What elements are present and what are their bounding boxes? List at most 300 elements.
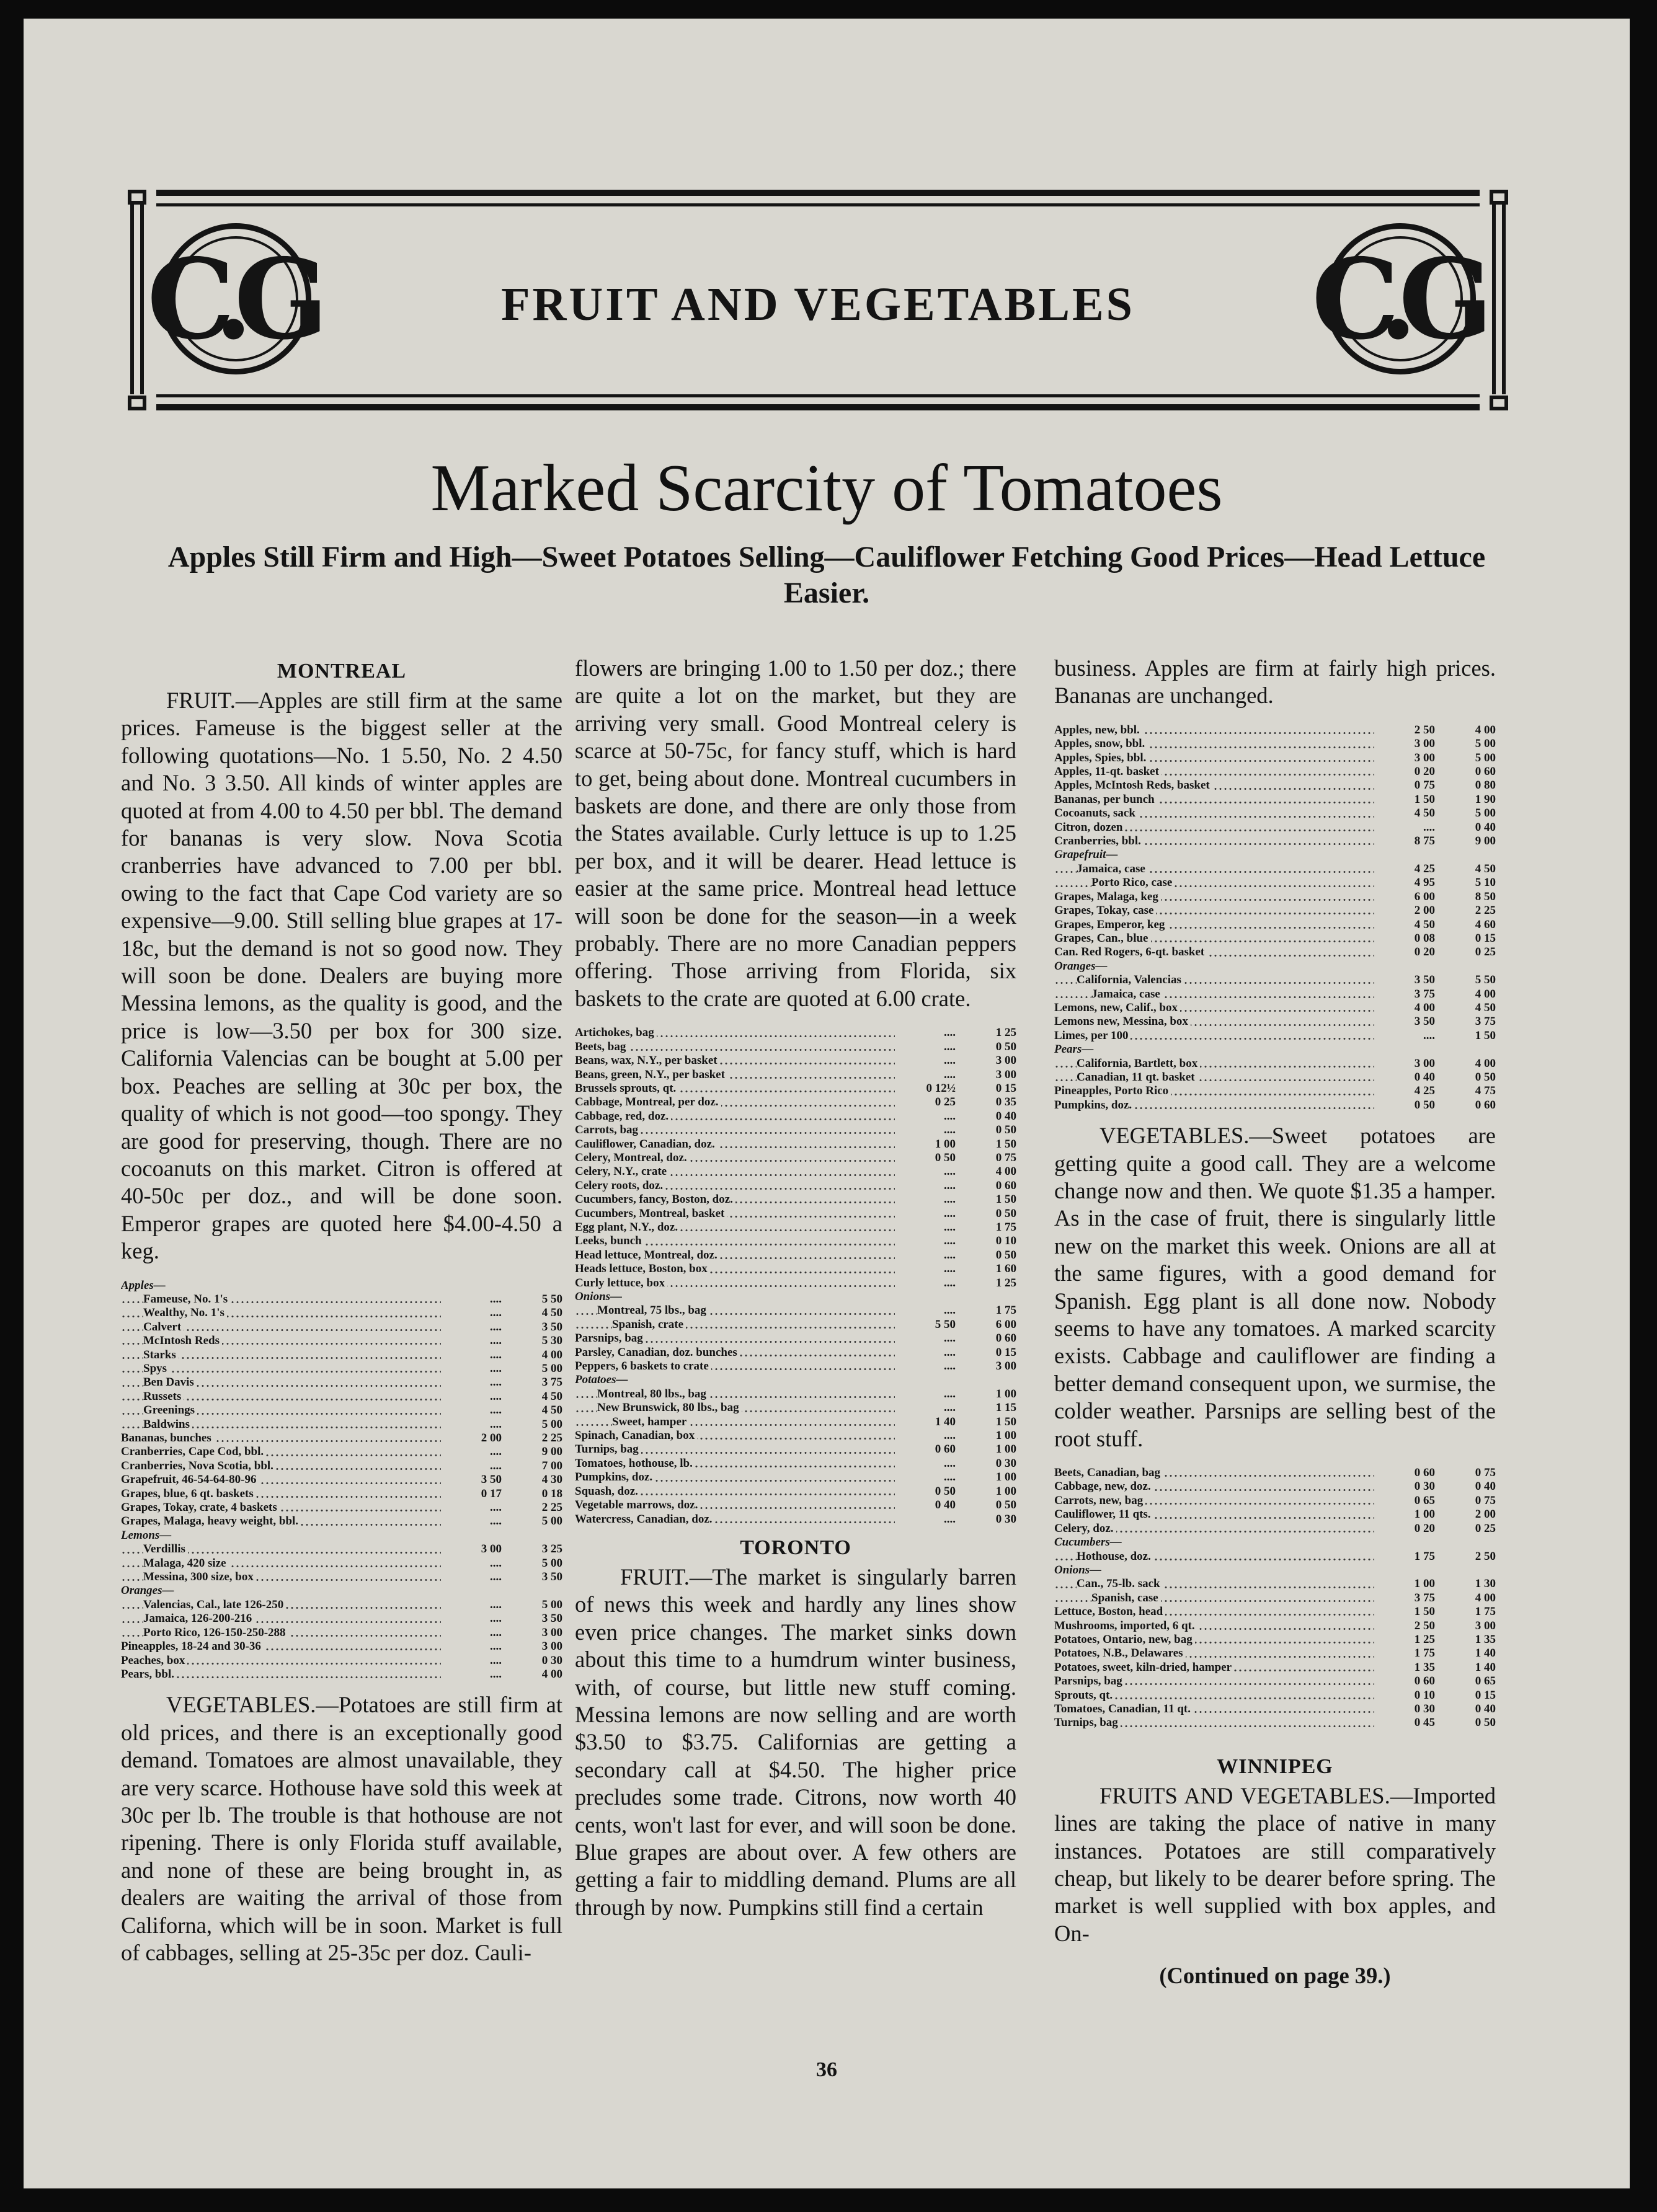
price-high: 1 30 [1475,1577,1496,1591]
price-low: 0 10 [1414,1688,1435,1702]
price-low: 0 60 [1414,1466,1435,1480]
price-item-name: Carrots, new, bag [1054,1494,1374,1508]
price-item-name: Ben Davis [121,1376,441,1389]
price-high: 4 50 [1475,862,1496,875]
price-row [121,1321,562,1334]
price-high: 5 00 [541,1361,562,1375]
price-high: 5 00 [541,1556,562,1570]
price-high: 4 00 [1475,1591,1496,1604]
price-row [1054,821,1496,834]
price-low: 6 00 [1414,890,1435,903]
price-item-name: Pineapples, 18-24 and 30-36 [121,1640,441,1653]
price-high: 3 00 [995,1360,1016,1373]
price-high: 3 00 [1475,1619,1496,1632]
price-high: 1 50 [995,1415,1016,1428]
price-item-name: Cabbage, red, doz. [575,1110,895,1123]
price-row [121,1362,562,1376]
price-low: .... [490,1320,502,1334]
price-row [1054,1647,1496,1660]
price-high: 5 30 [541,1334,562,1348]
price-item-name: Lemons new, Messina, box [1054,1015,1374,1029]
price-low: .... [944,1456,956,1470]
price-row [575,1110,1016,1123]
price-high: 0 18 [541,1487,562,1500]
price-low: 1 50 [1414,1605,1435,1619]
price-low: 8 75 [1414,834,1435,848]
price-row [575,1054,1016,1068]
price-high: 4 00 [541,1667,562,1681]
price-row [575,1332,1016,1345]
price-row [121,1431,562,1445]
price-low: 1 00 [1414,1577,1435,1591]
price-high: 0 30 [541,1653,562,1667]
price-high: 1 00 [995,1471,1016,1484]
price-item-name: Onions— [575,1290,623,1303]
price-high: 1 25 [995,1276,1016,1290]
price-low: 3 50 [1414,973,1435,987]
price-item-name: Watercress, Canadian, doz. [575,1513,895,1526]
price-low: 1 75 [1414,1549,1435,1563]
price-high: 0 60 [995,1179,1016,1192]
price-low [895,1373,956,1387]
price-group-header [1054,1043,1496,1056]
price-row [1054,932,1496,945]
price-high: 1 75 [995,1220,1016,1234]
price-high [502,1584,562,1598]
price-item-name: Calvert [121,1321,441,1334]
price-low: 4 50 [1414,918,1435,931]
price-low: 4 95 [1414,876,1435,890]
price-item-name: Celery, doz. [1054,1522,1374,1536]
price-item-name: Turnips, bag [575,1443,895,1456]
toronto-vegetables-text: VEGETABLES.—Sweet potatoes are getting quite a good call. They are a welcome change now and then. We quote $1.35 a hamper. As in the case of fruit, there is singularly little new on the market this week. Onions are all at the same figures, with a good demand for Spanish. Egg plant is all done now. Nobody seems to have any tomatoes. A marked scarcity exists. Cabbage and cauliflower are finding a better demand consequent upon, we surmise, the colder weather. Parsnips are selling best of the root stuff. [1054,1123,1496,1451]
column-1 [121,655,562,1966]
price-low: 0 30 [1414,1702,1435,1715]
price-row [1054,1071,1496,1084]
price-low: 1 35 [1414,1660,1435,1674]
price-item-name: Cauliflower, 11 qts. [1054,1508,1374,1521]
montreal-vegetables-text: VEGETABLES.—Potatoes are still firm at old prices, and there is an exceptionally good demand. Tomatoes are almost unavailable, they are very scarce. Hothouse have sold this week at 30c per lb. The trouble is that hothouse are not ripening. There is only Florida stuff available, and none of these are being brought in, as dealers are waiting the arrival of those from Californa, which will be in soon. Market is full of cabbages, selling at 25-35c per doz. Cauli- [121,1692,562,1965]
price-low: .... [490,1348,502,1361]
price-row [575,1387,1016,1401]
price-low: .... [490,1361,502,1375]
price-row [575,1485,1016,1498]
price-low: 2 50 [1414,723,1435,737]
price-low: .... [944,1179,956,1192]
price-row [121,1557,562,1570]
price-item-name: Citron, dozen [1054,821,1374,834]
price-item-name: Potatoes— [575,1373,628,1387]
price-row [575,1138,1016,1151]
price-low [1374,848,1435,862]
price-low: 0 12½ [926,1081,956,1095]
price-row [575,1249,1016,1262]
price-group-header [1054,848,1496,862]
banner-corner-bottom-left [128,396,146,410]
price-item-name: Grapes, blue, 6 qt. baskets [121,1487,441,1501]
price-item-name: Grapes, Tokay, crate, 4 baskets [121,1501,441,1515]
price-item-name: Apples, Spies, bbl. [1054,751,1374,765]
price-low [441,1279,502,1293]
price-low [1374,1043,1435,1056]
price-group-header [1054,1564,1496,1577]
price-item-name: Parsnips, bag [575,1332,895,1345]
price-item-name: Oranges— [121,1584,174,1598]
toronto-fruit-text-continued: business. Apples are firm at fairly high prices. Bananas are unchanged. [1054,655,1496,709]
price-item-name: Apples, McIntosh Reds, basket [1054,779,1374,792]
price-low: 2 50 [1414,1619,1435,1632]
price-row [121,1390,562,1404]
price-low: 5 50 [935,1317,956,1331]
price-row [121,1459,562,1473]
price-low [895,1290,956,1304]
price-high: 0 50 [995,1248,1016,1262]
price-row [575,1262,1016,1276]
price-row [575,1165,1016,1179]
price-low: 0 60 [1414,1674,1435,1688]
price-item-name: Head lettuce, Montreal, doz. [575,1249,895,1262]
price-item-name: Sweet, hamper [575,1415,895,1429]
price-row [1054,765,1496,779]
price-low: 0 30 [1414,1480,1435,1493]
price-item-name: Potatoes, sweet, kiln-dried, hamper [1054,1661,1374,1674]
price-row [121,1376,562,1389]
price-row [121,1445,562,1459]
price-row [1054,723,1496,737]
price-high: 1 00 [995,1443,1016,1456]
price-row [1054,1605,1496,1619]
price-high: 1 60 [995,1262,1016,1276]
price-low: 3 00 [481,1542,502,1556]
price-high: 5 00 [1475,737,1496,751]
price-item-name: Bananas, per bunch [1054,793,1374,807]
price-item-name: Lettuce, Boston, head [1054,1605,1374,1619]
price-row [1054,973,1496,987]
price-high: 2 25 [541,1431,562,1444]
price-low: 3 50 [481,1473,502,1487]
price-low: 4 00 [1414,1001,1435,1014]
price-high: 1 35 [1475,1632,1496,1646]
price-high: 5 50 [541,1292,562,1306]
price-item-name: Onions— [1054,1563,1102,1577]
price-low: .... [944,1262,956,1276]
price-low: .... [944,1206,956,1220]
price-high: 4 75 [1475,1084,1496,1098]
price-low: 4 50 [1414,807,1435,820]
montreal-heading: MONTREAL [277,660,407,683]
price-item-name: Lemons— [121,1528,172,1542]
price-item-name: Porto Rico, 126-150-250-288 [121,1626,441,1640]
montreal-vegetable-price-table [575,1026,1016,1526]
price-high: 0 15 [1475,931,1496,945]
price-row [121,1612,562,1626]
price-low: 0 50 [935,1484,956,1498]
price-row [575,1513,1016,1526]
price-item-name: Russets [121,1390,441,1404]
price-low: .... [490,1667,502,1681]
price-item-name: Pumpkins, doz. [1054,1099,1374,1112]
price-row [575,1221,1016,1234]
price-low: .... [944,1109,956,1123]
price-item-name: Valencias, Cal., late 126-250 [121,1598,441,1612]
price-item-name: Beans, green, N.Y., per basket [575,1068,895,1082]
price-low: .... [944,1429,956,1443]
price-low: .... [490,1404,502,1417]
price-low: 0 75 [1414,779,1435,792]
winnipeg-text: FRUITS AND VEGETABLES.—Imported lines are taking the place of native in many instances. Potatoes are still comparatively cheap, but likely to be dearer before spring. The market is well supplied with box apples, and On- [1054,1782,1496,1946]
price-low: .... [490,1653,502,1667]
price-row [575,1276,1016,1290]
price-row [1054,1674,1496,1688]
price-high: 3 50 [541,1612,562,1626]
price-high: 4 50 [541,1389,562,1403]
price-group-header [575,1290,1016,1304]
price-high: 1 00 [995,1484,1016,1498]
price-high: 2 00 [1475,1508,1496,1521]
price-high: 5 00 [1475,807,1496,820]
price-high: 0 80 [1475,779,1496,792]
banner-corner-top-right [1490,190,1508,205]
price-high: 4 00 [1475,1056,1496,1070]
toronto-fruit-price-table [1054,723,1496,1112]
price-item-name: Celery, N.Y., crate [575,1165,895,1179]
price-high: 2 25 [541,1501,562,1515]
continued-note: (Continued on page 39.) [1159,1963,1391,1989]
price-row [575,1401,1016,1415]
price-low: 1 50 [1414,792,1435,806]
price-item-name: Squash, doz. [575,1485,895,1498]
price-high: 5 50 [1475,973,1496,987]
price-low: 1 75 [1414,1647,1435,1660]
price-row [1054,1466,1496,1480]
price-row [575,1443,1016,1456]
price-low: .... [944,1248,956,1262]
price-item-name: California, Valencias [1054,973,1374,987]
price-item-name: Tomatoes, Canadian, 11 qt. [1054,1702,1374,1716]
price-low: 0 50 [935,1151,956,1164]
price-row [1054,1480,1496,1493]
price-item-name: Can. Red Rogers, 6-qt. basket [1054,945,1374,959]
price-item-name: Apples— [121,1278,166,1292]
banner-right-post [1492,205,1506,394]
price-low: 0 40 [935,1498,956,1512]
price-item-name: Cabbage, new, doz. [1054,1480,1374,1493]
price-row [575,1026,1016,1040]
banner-bottom-rule-thin [156,394,1480,397]
toronto-heading: TORONTO [740,1536,851,1559]
price-low: 2 00 [481,1431,502,1444]
price-high: 0 50 [995,1206,1016,1220]
price-row [575,1234,1016,1248]
magazine-page [24,19,1630,2188]
price-low: .... [1423,1029,1435,1042]
price-low: .... [490,1417,502,1431]
price-low: 3 50 [1414,1015,1435,1029]
banner-top-rule [156,190,1480,196]
price-low [1374,1536,1435,1549]
price-low: .... [490,1640,502,1653]
price-row [1054,1702,1496,1716]
price-row [121,1293,562,1306]
price-row [575,1123,1016,1137]
price-high: 0 15 [1475,1688,1496,1702]
price-row [575,1318,1016,1332]
price-low: .... [944,1345,956,1359]
price-high [1435,848,1496,862]
price-low: .... [490,1515,502,1528]
price-high: 1 75 [1475,1605,1496,1619]
price-high: 9 00 [1475,834,1496,848]
price-high: 9 00 [541,1445,562,1459]
price-row [1054,1001,1496,1015]
price-row [575,1207,1016,1221]
price-low: 3 75 [1414,987,1435,1001]
price-high: 5 00 [541,1417,562,1431]
price-high: 4 50 [1475,1001,1496,1014]
price-item-name: Spinach, Canadian, box [575,1429,895,1443]
price-high: 3 75 [541,1376,562,1389]
banner-top-rule-thin [156,203,1480,206]
price-row [575,1068,1016,1082]
price-item-name: Verdillis [121,1542,441,1556]
banner-corner-top-left [128,190,146,205]
price-item-name: Sprouts, qt. [1054,1689,1374,1702]
price-high: 0 50 [1475,1716,1496,1730]
price-item-name: Parsnips, bag [1054,1674,1374,1688]
price-row [121,1334,562,1348]
price-low [1374,1564,1435,1577]
price-row [575,1471,1016,1484]
price-item-name: Cranberries, Nova Scotia, bbl. [121,1459,441,1473]
price-row [1054,1015,1496,1029]
price-high: 4 30 [541,1473,562,1487]
price-high: 1 25 [995,1026,1016,1040]
price-row [1054,1550,1496,1564]
price-item-name: Peppers, 6 baskets to crate [575,1360,895,1373]
price-row [1054,807,1496,820]
price-row [1054,1716,1496,1730]
price-row [1054,1508,1496,1521]
price-item-name: Egg plant, N.Y., doz. [575,1221,895,1234]
price-item-name: Cranberries, bbl. [1054,834,1374,848]
page-number: 36 [816,2058,837,2081]
price-row [121,1487,562,1501]
price-row [121,1570,562,1584]
price-high: 4 50 [541,1306,562,1320]
price-row [575,1151,1016,1165]
price-high: 5 00 [541,1515,562,1528]
price-row [575,1193,1016,1206]
price-low: 3 00 [1414,1056,1435,1070]
price-row [575,1040,1016,1054]
price-item-name: Apples, snow, bbl. [1054,737,1374,751]
price-item-name: Beets, bag [575,1040,895,1054]
price-low [441,1584,502,1598]
price-row [575,1415,1016,1429]
price-high: 4 60 [1475,918,1496,931]
price-low: .... [944,1054,956,1068]
price-low: .... [944,1387,956,1400]
price-low: 3 75 [1414,1591,1435,1604]
price-item-name: Spanish, case [1054,1591,1374,1605]
price-row [1054,1099,1496,1112]
price-item-name: Grapes, Tokay, case [1054,904,1374,918]
price-item-name: Peaches, box [121,1654,441,1668]
price-group-header [121,1279,562,1293]
price-row [121,1640,562,1653]
price-row [1054,1522,1496,1536]
price-item-name: Grapefruit— [1054,848,1118,862]
price-high: 0 40 [1475,820,1496,834]
price-row [1054,1084,1496,1098]
price-item-name: Messina, 300 size, box [121,1570,441,1584]
price-item-name: Pears— [1054,1043,1094,1056]
price-high: 3 75 [1475,1015,1496,1029]
price-item-name: Montreal, 80 lbs., bag [575,1387,895,1401]
price-item-name: Malaga, 420 size [121,1557,441,1570]
price-item-name: McIntosh Reds [121,1334,441,1348]
price-high: 1 50 [1475,1029,1496,1042]
price-high: 1 00 [995,1387,1016,1400]
price-item-name: Jamaica, 126-200-216 [121,1612,441,1626]
price-row [1054,793,1496,807]
article-headline: Marked Scarcity of Tomatoes [430,451,1223,525]
price-low: .... [490,1459,502,1472]
price-row [121,1598,562,1612]
price-item-name: Turnips, bag [1054,1716,1374,1730]
price-group-header [1054,1536,1496,1549]
price-high: 0 50 [995,1123,1016,1137]
price-row [1054,1029,1496,1043]
price-item-name: Mushrooms, imported, 6 qt. [1054,1619,1374,1633]
price-high: 5 10 [1475,876,1496,890]
price-item-name: Tomatoes, hothouse, lb. [575,1457,895,1471]
price-low: 1 00 [935,1137,956,1151]
price-row [1054,862,1496,876]
price-low: .... [490,1445,502,1459]
price-item-name: Cocoanuts, sack [1054,807,1374,820]
price-item-name: Montreal, 75 lbs., bag [575,1304,895,1317]
price-high: 5 00 [1475,751,1496,764]
price-low: .... [944,1401,956,1415]
banner-bottom-rule [156,404,1480,410]
price-high: 1 50 [995,1137,1016,1151]
price-high: 0 15 [995,1345,1016,1359]
price-low [1374,960,1435,973]
article-subheadline: Apples Still Firm and High—Sweet Potatoes Selling—Cauliflower Fetching Good Prices—Head Lettuce Easier. [167,541,1486,609]
price-high [1435,1043,1496,1056]
price-row [1054,876,1496,890]
price-item-name: Grapefruit, 46-54-64-80-96 [121,1473,441,1487]
price-high: 0 60 [1475,765,1496,779]
price-high: 2 50 [1475,1549,1496,1563]
price-high [1435,1536,1496,1549]
price-high: 0 40 [995,1109,1016,1123]
price-row [1054,988,1496,1001]
price-high: 0 35 [995,1095,1016,1109]
price-row [121,1542,562,1556]
price-item-name: Beans, wax, N.Y., per basket [575,1054,895,1068]
price-high: 3 00 [995,1068,1016,1081]
price-row [1054,737,1496,751]
column-2 [575,655,1016,1921]
price-low: 4 25 [1414,862,1435,875]
price-high: 7 00 [541,1459,562,1472]
price-high: 3 50 [541,1570,562,1584]
montreal-vegetables-text-continued: flowers are bringing 1.00 to 1.50 per doz.; there are quite a lot on the market, but they are arriving very small. Good Montreal celery is scarce at 50-75c, for fancy stuff, which is hard to get, being about done. Montreal cucumbers in baskets are done, and there are only those from the States available. Curly lettuce is up to 1.25 per box, and it will be dearer. Head lettuce is easier at the same price. Montreal head lettuce will soon be done for the season—in a week probably. There are no more Canadian peppers offering. Those arriving from Florida, six baskets to the crate are quoted at 6.00 crate. [575,655,1016,1011]
column-3 [1054,655,1496,1990]
price-high: 4 00 [1475,723,1496,737]
